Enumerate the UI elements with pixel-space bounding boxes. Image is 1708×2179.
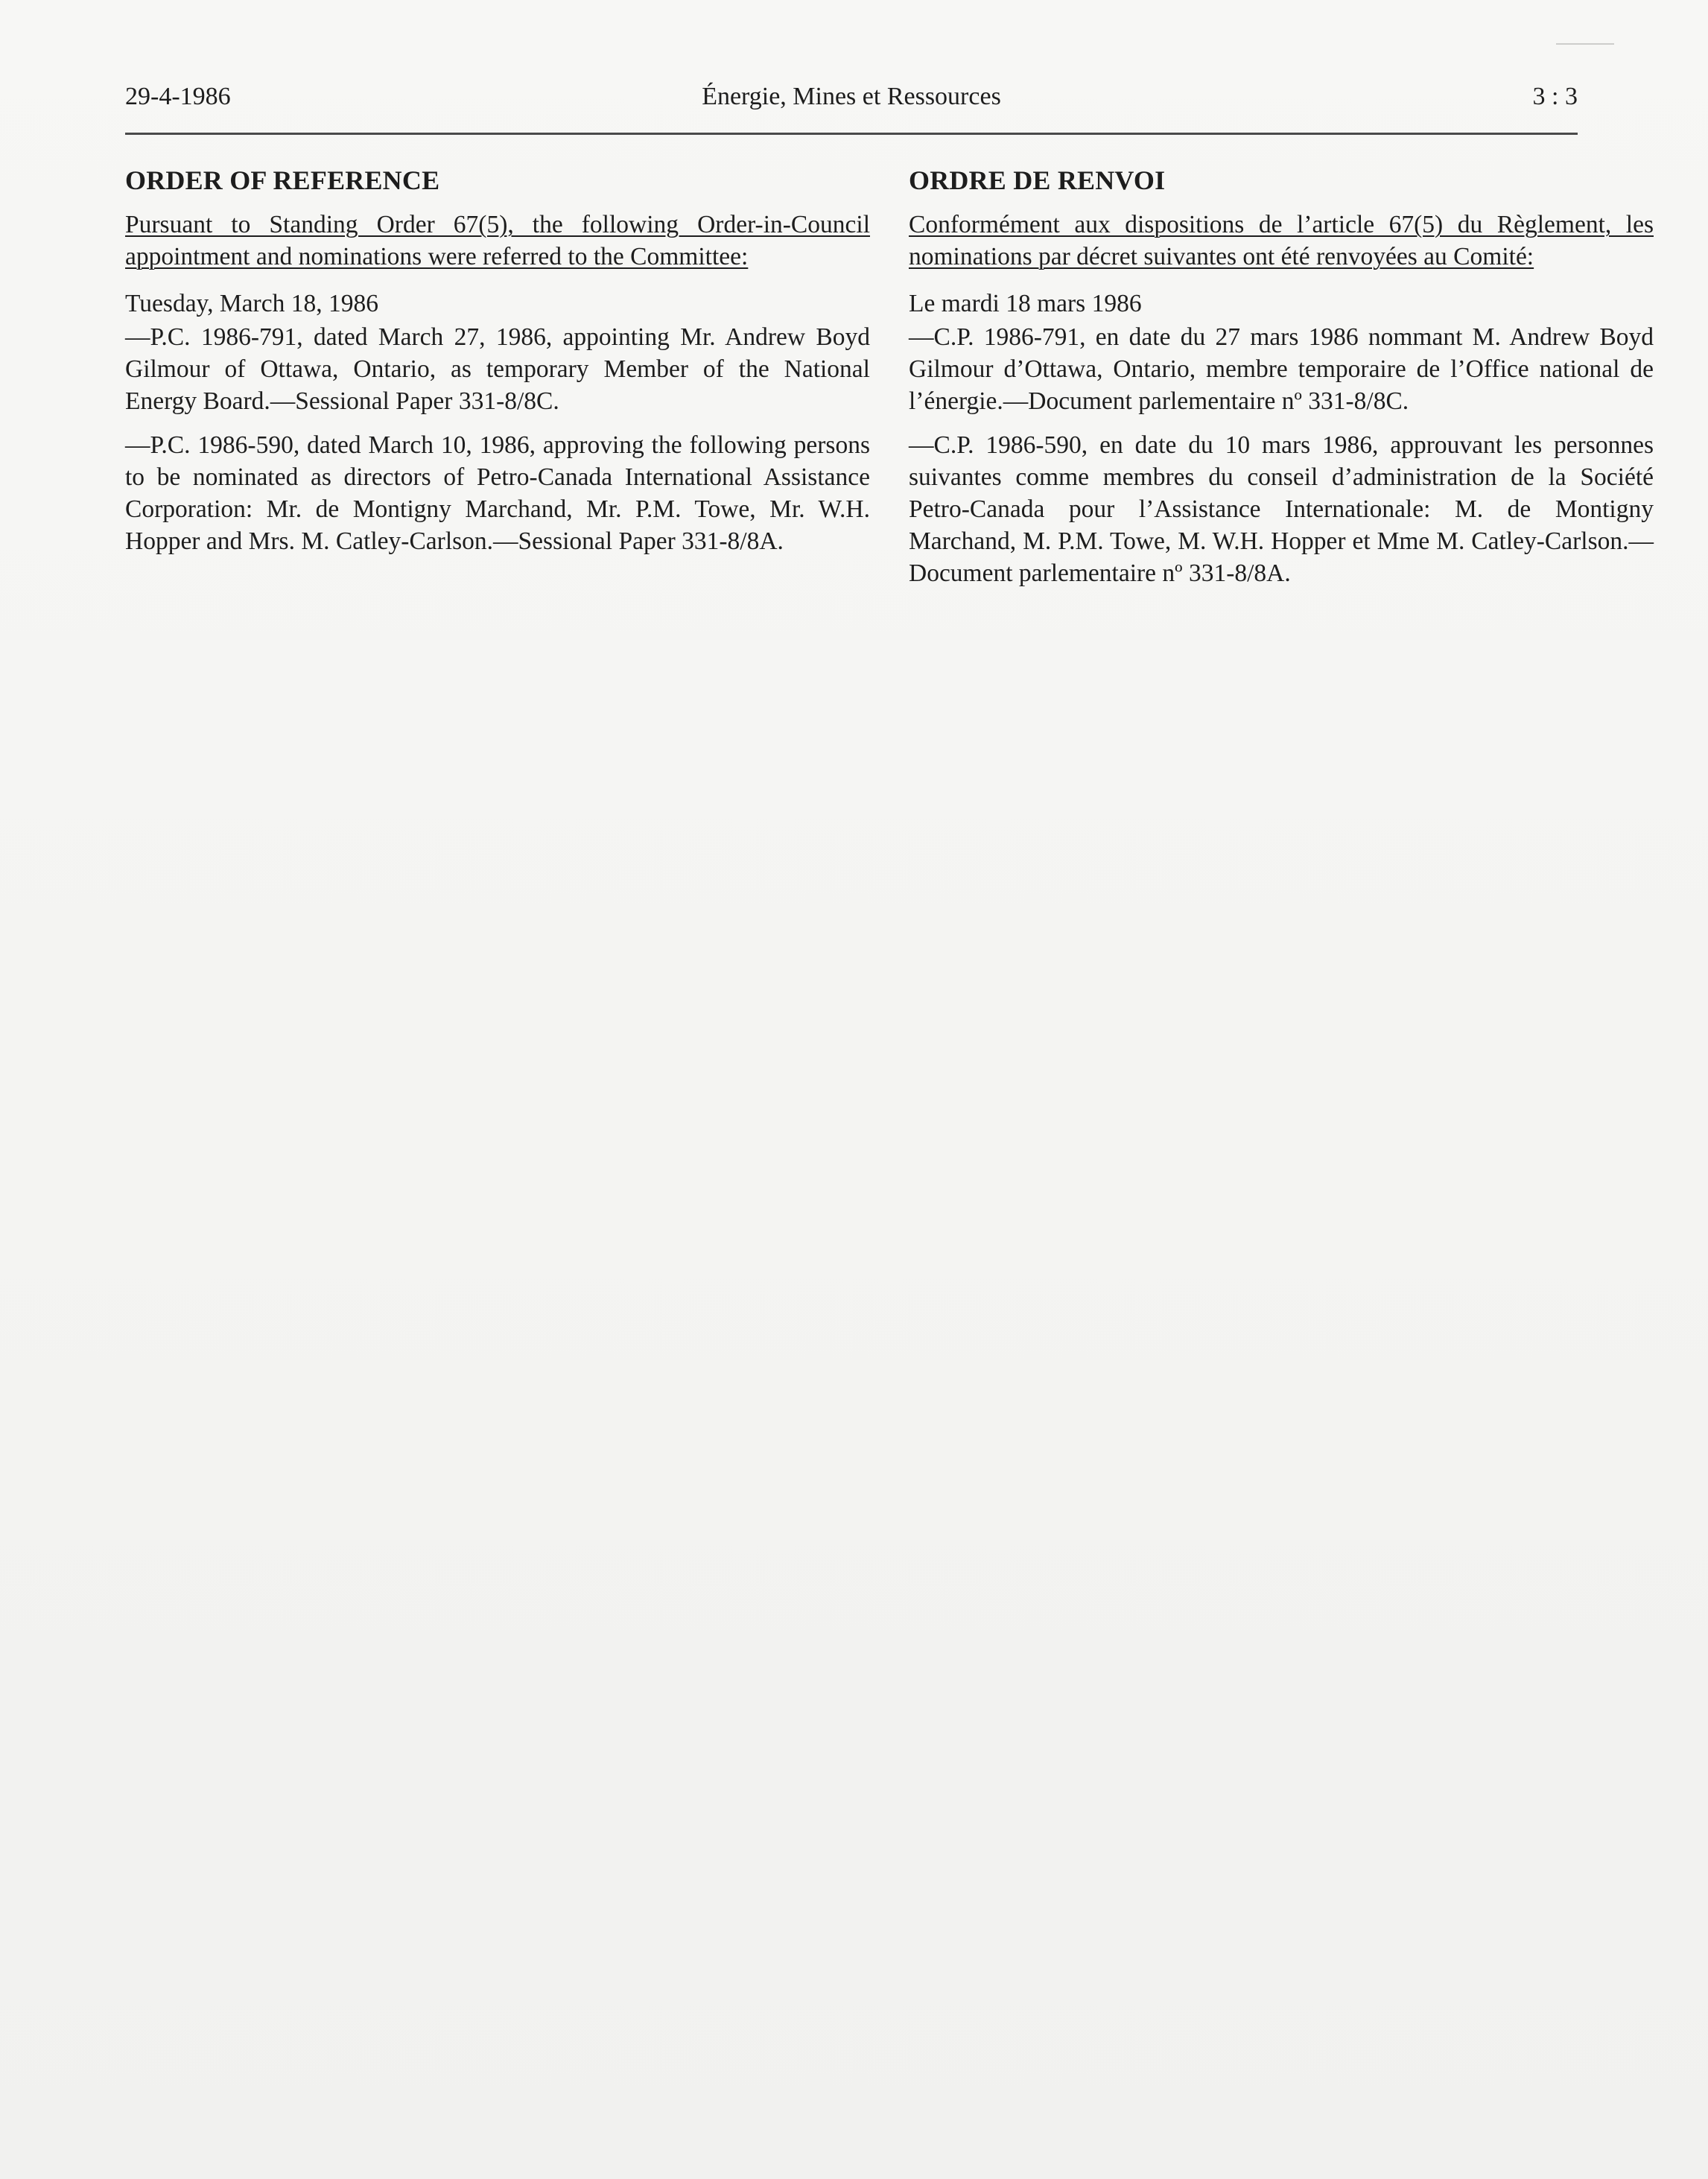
page-header: [125, 80, 1578, 135]
left-date: Tuesday, March 18, 1986: [125, 290, 378, 317]
header-date: 29-4-1986: [125, 83, 231, 110]
right-paragraph-1: —C.P. 1986-791, en date du 27 mars 1986 nommant M. Andrew Boyd Gilmour d’Ottawa, Ontario, membre temporaire de l’Office national de l’énergie.—Document parlementaire nº 331-8/8C.: [909, 323, 1654, 415]
left-section-title: ORDER OF REFERENCE: [125, 165, 440, 195]
right-paragraph-2: —C.P. 1986-590, en date du 10 mars 1986, approuvant les personnes suivantes comme membres du conseil d’administration de la Société Petro-Canada pour l’Assistance Internationale: M. de Montigny Marchand, M. P.M. Towe, M. W.H. Hopper et Mme M. Catley-Carlson.—Document parlementaire nº 331-8/8A.: [909, 431, 1654, 587]
right-section-title: ORDRE DE RENVOI: [909, 165, 1166, 195]
left-paragraph-2: —P.C. 1986-590, dated March 10, 1986, approving the following persons to be nominated as directors of Petro-Canada International Assistance Corporation: Mr. de Montigny Marchand, Mr. P.M. Towe, Mr. W.H. Hopper and Mrs. M. Catley-Carlson.—Sessional Paper 331-8/8A.: [125, 431, 870, 555]
right-intro: Conformément aux dispositions de l’article 67(5) du Règlement, les nominations par décret suivantes ont été renvoyées au Comité:: [909, 211, 1654, 270]
top-right-mark: [1556, 43, 1614, 49]
left-intro: Pursuant to Standing Order 67(5), the following Order-in-Council appointment and nominations were referred to the Committee:: [125, 211, 870, 270]
header-page-number: 3 : 3: [1532, 83, 1578, 110]
left-column: [125, 164, 870, 569]
right-date: Le mardi 18 mars 1986: [909, 290, 1142, 317]
header-title: Énergie, Mines et Ressources: [702, 83, 1001, 110]
right-column: [909, 164, 1654, 601]
left-paragraph-1: —P.C. 1986-791, dated March 27, 1986, appointing Mr. Andrew Boyd Gilmour of Ottawa, Ontario, as temporary Member of the National Energy Board.—Sessional Paper 331-8/8C.: [125, 323, 870, 415]
